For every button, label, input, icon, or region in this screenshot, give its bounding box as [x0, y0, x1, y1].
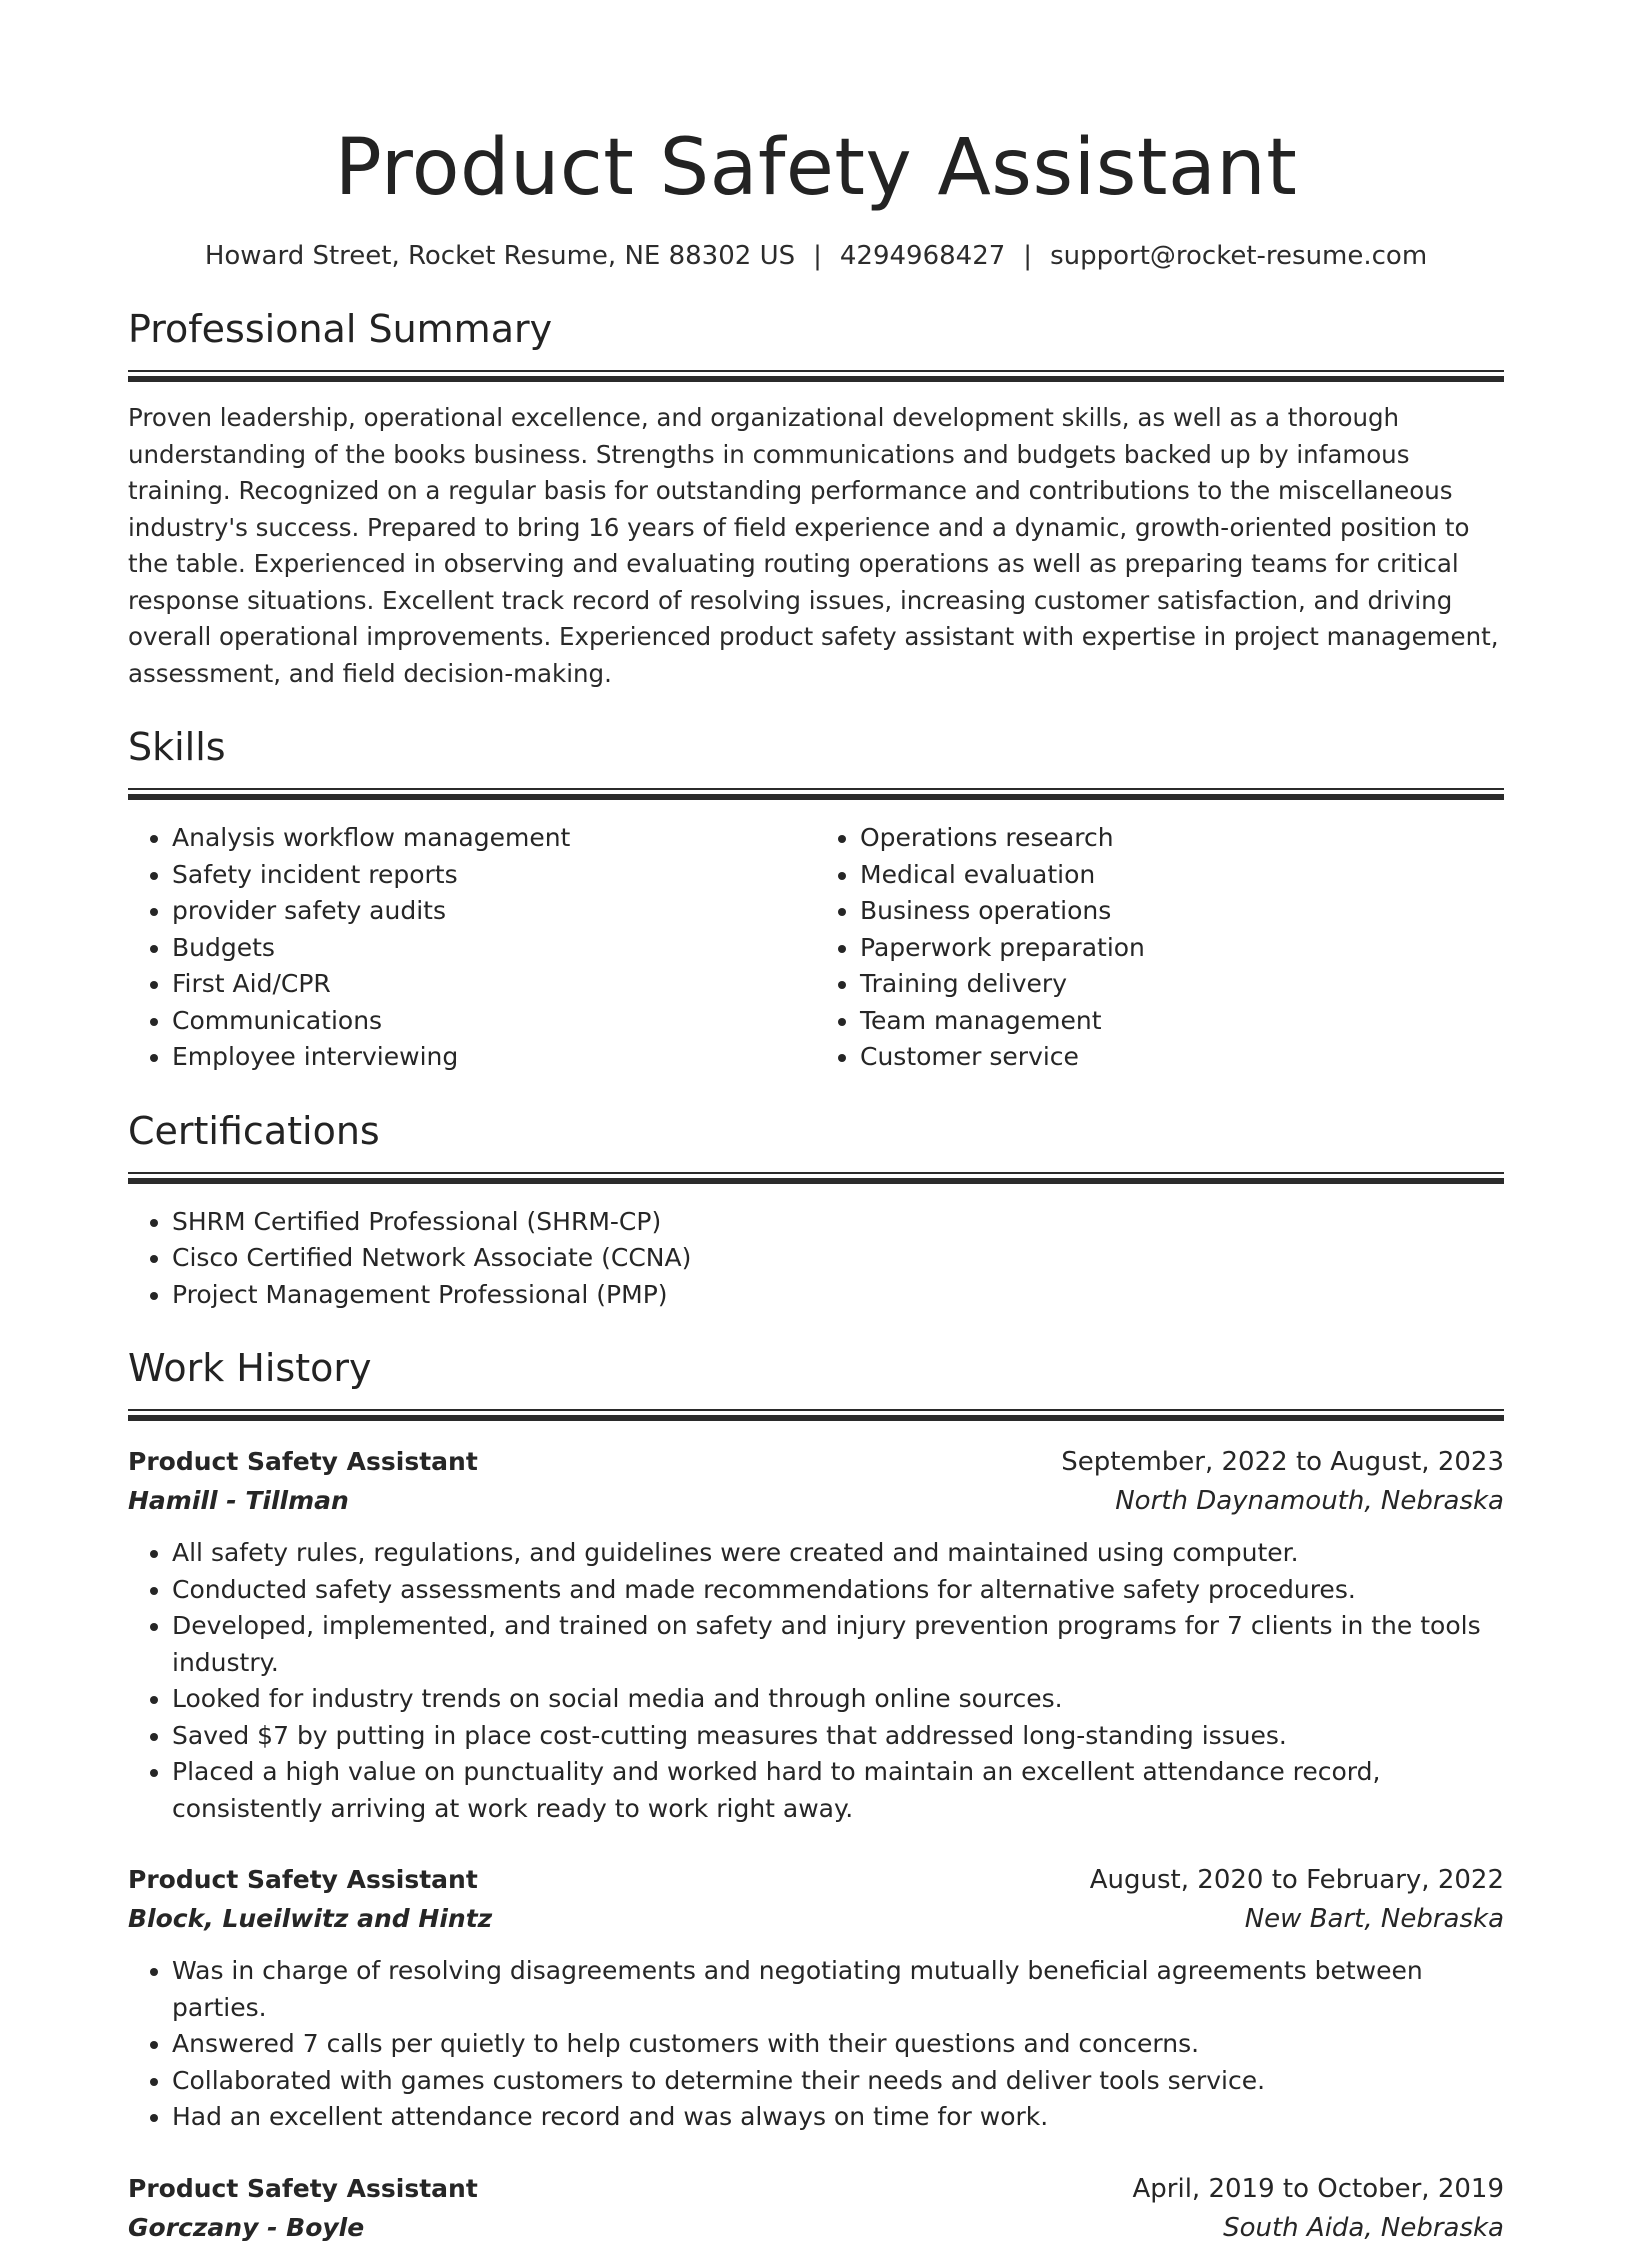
- job-header-row: [128, 1861, 1504, 1899]
- contact-address: Howard Street, Rocket Resume, NE 88302 US: [204, 241, 796, 271]
- job-header-row: [128, 2170, 1504, 2208]
- job-title: Product Safety Assistant: [128, 1865, 478, 1894]
- section-title-summary: Professional Summary: [128, 307, 553, 351]
- contact-email: support@rocket-resume.com: [1050, 241, 1428, 271]
- job-entry: [128, 1443, 1504, 1827]
- contact-separator: |: [813, 241, 822, 271]
- certification-item: • Project Management Professional (PMP): [172, 1277, 1504, 1314]
- section-divider: [128, 794, 1504, 800]
- summary-text: Proven leadership, operational excellence, and organizational development skills, as well as a thorough understanding of the books business. Strengths in communications and budgets backed up by infamous training. Recognized on a regular basis for outstanding performance and contributions to the miscellaneous industry's success. Prepared to bring 16 years of field experience and a dynamic, growth-oriented position to the table. Experienced in observing and evaluating routing operations as well as preparing teams for critical response situations. Excellent track record of resolving issues, increasing customer satisfaction, and driving overall operational improvements. Experienced product safety assistant with expertise in project management, assessment, and field decision-making.: [128, 403, 1499, 688]
- skills-list-right: [816, 820, 1504, 1076]
- job-duties-list: [128, 1535, 1504, 1827]
- certification-item: • SHRM Certified Professional (SHRM-CP): [172, 1204, 1504, 1241]
- job-dates: April, 2019 to October, 2019: [1132, 2173, 1504, 2204]
- job-duty: • Looked for industry trends on social media and through online sources.: [172, 1681, 1504, 1718]
- section-divider: [128, 1415, 1504, 1421]
- job-location: New Bart, Nebraska: [1244, 1904, 1504, 1934]
- job-title: Product Safety Assistant: [128, 2173, 478, 2203]
- contact-separator: |: [1023, 241, 1033, 271]
- skill-item: • Safety incident reports: [172, 857, 816, 894]
- summary-section: [128, 304, 1504, 692]
- job-company-row: [128, 1899, 1504, 1939]
- section-divider: [128, 376, 1504, 382]
- certifications-list: [128, 1204, 1504, 1314]
- skill-item: • Business operations: [860, 893, 1504, 930]
- job-location: North Daynamouth, Nebraska: [1115, 1486, 1504, 1516]
- certifications-section: [128, 1106, 1504, 1314]
- section-divider: [128, 1178, 1504, 1184]
- skill-item: • Analysis workflow management: [172, 820, 816, 857]
- job-duty: • Conducted safety assessments and made recommendations for alternative safety procedures.: [172, 1572, 1504, 1609]
- section-title-certifications: Certifications: [128, 1108, 380, 1153]
- skills-grid: [128, 820, 1504, 1076]
- skill-item: • Communications: [172, 1003, 816, 1040]
- job-duty: • Answered 7 calls per quietly to help customers with their questions and concerns.: [172, 2026, 1504, 2063]
- skill-item: • Training delivery: [860, 966, 1504, 1003]
- job-duty: • Had an excellent attendance record and was always on time for work.: [172, 2099, 1504, 2136]
- contact-phone: 4294968427: [839, 241, 1006, 271]
- job-dates: August, 2020 to February, 2022: [1089, 1865, 1504, 1895]
- certification-item: • Cisco Certified Network Associate (CCNA): [172, 1240, 1504, 1277]
- skill-item: • Paperwork preparation: [860, 930, 1504, 967]
- job-duty: • Saved $7 by putting in place cost-cutting measures that addressed long-standing issues.: [172, 1718, 1504, 1755]
- skill-item: • First Aid/CPR: [172, 966, 816, 1003]
- job-duty: • Collaborated with games customers to determine their needs and deliver tools service.: [172, 2063, 1504, 2100]
- skill-item: • Operations research: [860, 820, 1504, 857]
- job-duty: • Placed a high value on punctuality and worked hard to maintain an excellent attendance record, consistently arriving at work ready to work right away.: [172, 1754, 1504, 1827]
- skill-item: • Employee interviewing: [172, 1039, 816, 1076]
- job-entry: [128, 2170, 1504, 2248]
- job-company-row: [128, 1481, 1504, 1521]
- skill-item: • Budgets: [172, 930, 816, 967]
- job-entry: [128, 1861, 1504, 2136]
- section-divider: [128, 788, 1504, 790]
- section-title-work-history: Work History: [128, 1346, 372, 1390]
- job-title: Product Safety Assistant: [128, 1447, 478, 1476]
- job-duty: • All safety rules, regulations, and guidelines were created and maintained using computer.: [172, 1535, 1504, 1572]
- skills-section: [128, 722, 1504, 1076]
- skill-item: • provider safety audits: [172, 893, 816, 930]
- skills-list-left: [128, 820, 816, 1076]
- skill-item: • Medical evaluation: [860, 857, 1504, 894]
- job-company: Gorczany - Boyle: [128, 2212, 365, 2242]
- job-location: South Aida, Nebraska: [1223, 2212, 1504, 2243]
- section-divider: [128, 1409, 1504, 1411]
- job-company: Block, Lueilwitz and Hintz: [128, 1904, 493, 1933]
- job-duty: • Was in charge of resolving disagreements and negotiating mutually beneficial agreements between parties.: [172, 1953, 1504, 2026]
- job-company-row: [128, 2208, 1504, 2248]
- section-divider: [128, 370, 1504, 372]
- skill-item: • Customer service: [860, 1039, 1504, 1076]
- job-dates: September, 2022 to August, 2023: [1061, 1447, 1504, 1477]
- job-duty: • Developed, implemented, and trained on safety and injury prevention programs for 7 clients in the tools industry.: [172, 1608, 1504, 1681]
- section-divider: [128, 1172, 1504, 1174]
- section-title-skills: Skills: [128, 725, 226, 769]
- job-header-row: [128, 1443, 1504, 1481]
- skill-item: • Team management: [860, 1003, 1504, 1040]
- job-duties-list: [128, 1953, 1504, 2136]
- candidate-name: Product Safety Assistant: [334, 123, 1298, 213]
- contact-line: [128, 238, 1504, 274]
- job-company: Hamill - Tillman: [128, 1486, 349, 1515]
